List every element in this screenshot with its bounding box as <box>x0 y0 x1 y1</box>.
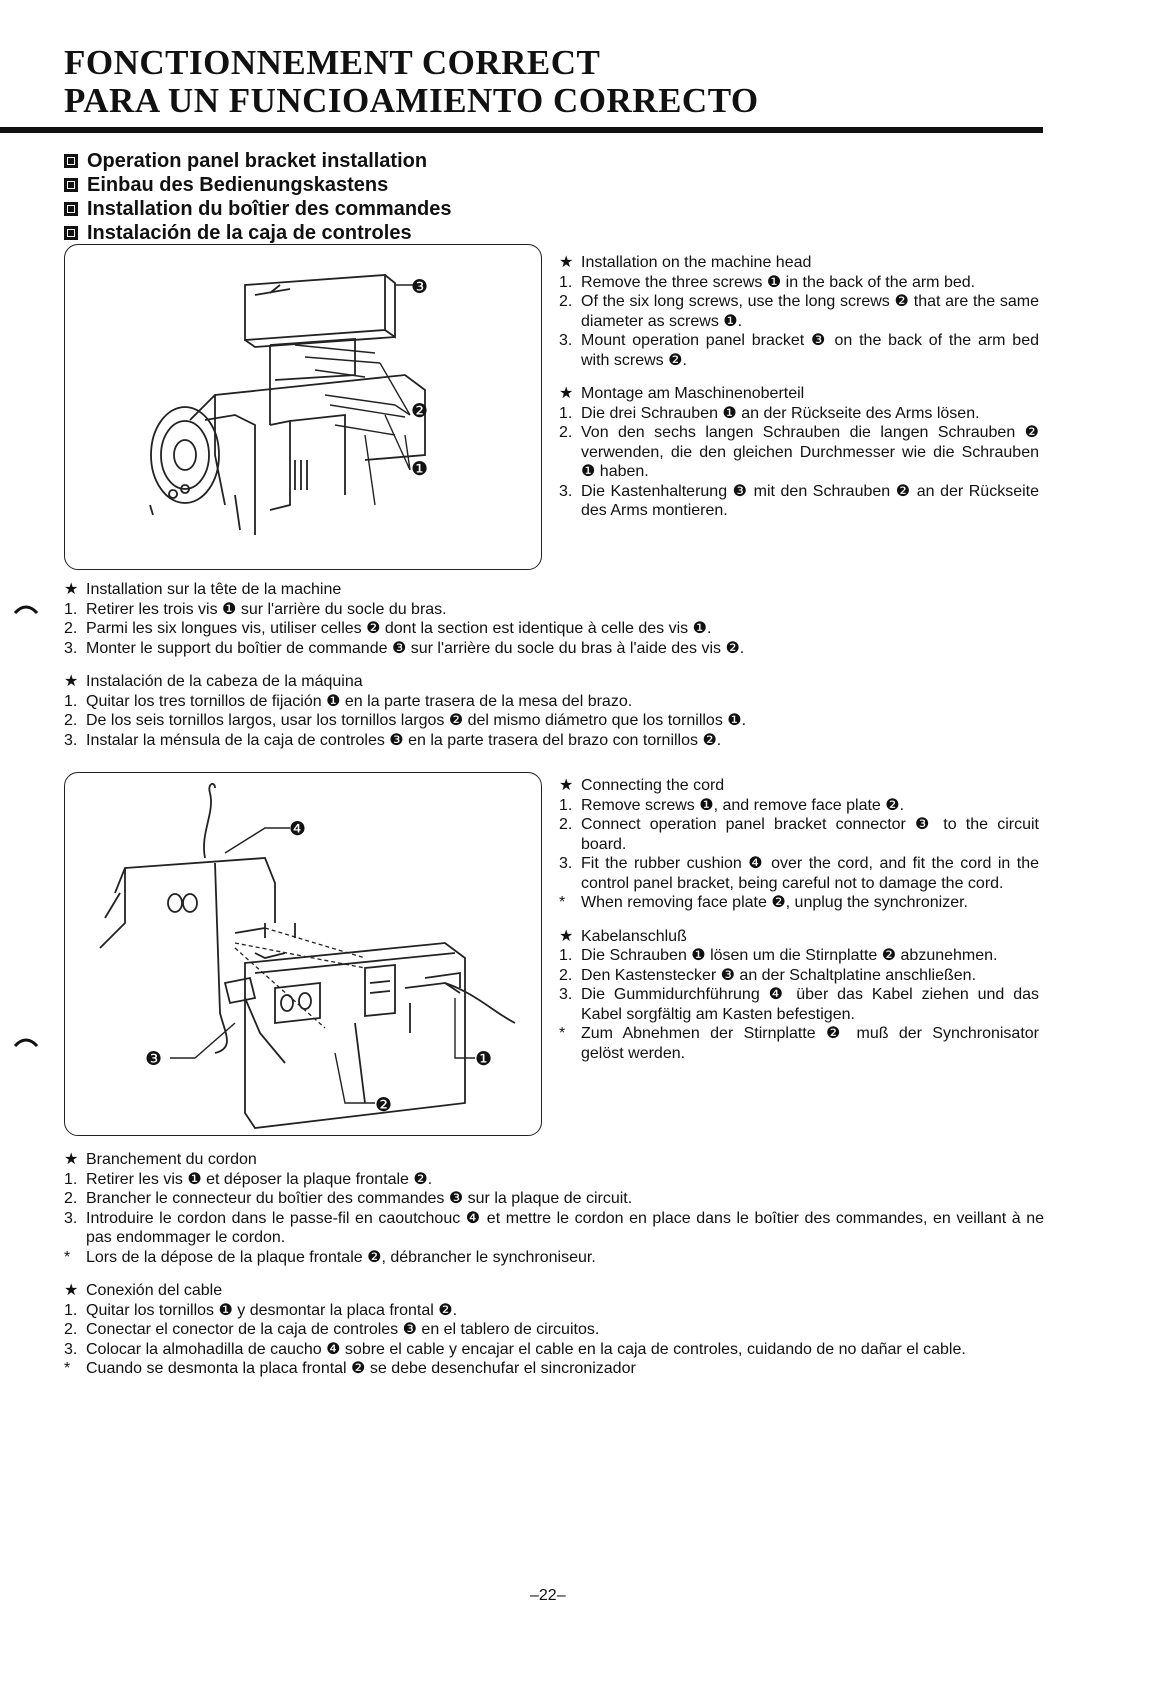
figure-machine-head <box>64 244 542 570</box>
sec1-fr-item-3: Monter le support du boîtier de commande ❸ sur l'arrière du socle du bras à l'aide des vis ❷. <box>86 639 745 657</box>
sec2-en-item-2: Connect operation panel bracket connector ❸ to the circuit board. <box>581 816 1040 853</box>
title-line-2: PARA UN FUNCIOAMIENTO CORRECTO <box>64 81 759 120</box>
sec1-fr-title: Installation sur la tête de la machine <box>86 581 342 598</box>
sec1-de-item-2: Von den sechs langen Schrauben die langen Schrauben ❷ verwenden, die den gleichen Durchmesser wie die Schrauben ❶ haben. <box>581 424 1039 480</box>
callout-4: ❹ <box>289 818 307 840</box>
sec2-fr-item-2: Brancher le connecteur du boîtier des commandes ❸ sur la plaque de circuit. <box>86 1190 633 1207</box>
sec1-en: ★ Installation on the machine head 1. Remove the three screws ❶ in the back of the arm bed. 2. Of the six long screws, use the long screws ❷ that are the same diameter as screws ❶. 3. Mount operation panel bracket ❸ on the back of the arm bed with screws ❷. ★ Montage am Maschinenoberteil 1. Die drei Schrauben ❶ an der Rückseite des Arms lösen. 2. Von den sechs langen Schrauben die langen Schrauben ❷ verwenden, die den gleichen Durchmesser wie die Schrauben ❶ haben. 3. Die Kastenhalterung ❸ mit den Schrauben ❷ an der Rückseite des Arms montieren. <box>559 254 1039 519</box>
title-rule <box>0 127 1043 133</box>
sec1-en-title: Installation on the machine head <box>581 254 812 271</box>
square-bullet-icon <box>64 178 78 192</box>
sec1-fr-item-1: Retirer les trois vis ❶ sur l'arrière du socle du bras. <box>86 600 447 618</box>
callout-3: ❸ <box>145 1048 163 1070</box>
sec1-de-item-3: Die Kastenhalterung ❸ mit den Schrauben ❷ an der Rückseite des Arms montieren. <box>581 482 1039 519</box>
callout-1: ❶ <box>411 458 429 480</box>
sec2-de-item-2: Den Kastenstecker ❸ an der Schaltplatine anschließen. <box>581 966 977 984</box>
margin-mark-icon <box>14 604 38 614</box>
callout-1: ❶ <box>475 1048 493 1070</box>
sec2-en-item-3: Fit the rubber cushion ❹ over the cord, and fit the cord in the control panel bracket, being careful not to damage the cord. <box>581 855 1039 892</box>
sec1-de-title: Montage am Maschinenoberteil <box>581 385 805 402</box>
section-headings <box>64 149 452 245</box>
sec1-fr: ★ Installation sur la tête de la machine 1. Retirer les trois vis ❶ sur l'arrière du socle du bras. 2. Parmi les six longues vis, utiliser celles ❷ dont la section est identique à celle des vis ❶. 3. Monter le support du boîtier de commande ❸ sur l'arrière du socle du bras à l'aide des vis ❷. ★ Instalación de la cabeza de la máquina 1. Quitar los tres tornillos de fijación ❶ en la parte trasera de la mesa del brazo. 2. De los seis tornillos largos, usar los tornillos largos ❷ del mismo diámetro que los tornillos ❶. 3. Instalar la ménsula de la caja de controles ❸ en la parte trasera del brazo con tornillos ❷. <box>64 580 1044 750</box>
square-bullet-icon <box>64 202 78 216</box>
sec2-en-title: Connecting the cord <box>581 777 725 794</box>
sec2-fr-item-1: Retirer les vis ❶ et déposer la plaque frontale ❷. <box>86 1170 433 1188</box>
margin-mark-icon <box>14 1037 38 1047</box>
sec2-de-item-3: Die Gummidurchführung ❹ über das Kabel ziehen und das Kabel sorgfältig am Kasten befestigen. <box>581 986 1039 1023</box>
sec2-en: ★ Connecting the cord 1. Remove screws ❶, and remove face plate ❷. 2. Connect operation panel bracket connector ❸ to the circuit board. 3. Fit the rubber cushion ❹ over the cord, and fit the cord in the control panel bracket, being careful not to damage the cord. * When removing face plate ❷, unplug the synchronizer. ★ Kabelanschluß 1. Die Schrauben ❶ lösen um die Stirnplatte ❷ abzunehmen. 2. Den Kastenstecker ❸ an der Schaltplatine anschließen. 3. Die Gummidurchführung ❹ über das Kabel ziehen und das Kabel sorgfältig am Kasten befestigen. * Zum Abnehmen der Stirnplatte ❷ muß der Synchronisator gelöst werden. <box>559 777 1040 1062</box>
sec2-fr: ★ Branchement du cordon 1. Retirer les vis ❶ et déposer la plaque frontale ❷. 2. Brancher le connecteur du boîtier des commandes ❸ sur la plaque de circuit. 3. Introduire le cordon dans le passe-fil en caoutchouc ❹ et mettre le cordon en place dans le boîtier des commandes, en veillant à ne pas endommager le cordon. * Lors de la dépose de la plaque frontale ❷, débrancher le synchroniseur. ★ Conexión del cable 1. Quitar los tornillos ❶ y desmontar la placa frontal ❷. 2. Conectar el conector de la caja de controles ❸ en el tablero de circuitos. 3. Colocar la almohadilla de caucho ❹ sobre el cable y encajar el cable en la caja de controles, cuidando de no dañar el cable. * Cuando se desmonta la placa frontal ❷ se debe desenchufar el sincronizador <box>64 1151 1044 1377</box>
sec2-fr-item-3: Introduire le cordon dans le passe-fil en caoutchouc ❹ et mettre le cordon en place dans le boîtier des commandes, en veillant à ne pas endommager le cordon. <box>86 1209 1044 1246</box>
sec1-fr-item-2: Parmi les six longues vis, utiliser celles ❷ dont la section est identique à celle des vis ❶. <box>86 620 712 637</box>
sec1-en-item-2: Of the six long screws, use the long screws ❷ that are the same diameter as screws ❶. <box>581 293 1039 330</box>
page-title <box>64 44 759 120</box>
title-line-1: FONCTIONNEMENT CORRECT <box>64 43 601 82</box>
sec2-en-item-1: Remove screws ❶, and remove face plate ❷. <box>581 796 905 814</box>
sec1-en-item-3: Mount operation panel bracket ❸ on the back of the arm bed with screws ❷. <box>581 332 1039 369</box>
heading-de: Einbau des Bedienungskastens <box>64 173 452 197</box>
sec2-es-item-2: Conectar el conector de la caja de controles ❸ en el tablero de circuitos. <box>86 1321 600 1338</box>
heading-fr: Installation du boîtier des commandes <box>64 197 452 221</box>
callout-2: ❷ <box>411 400 429 422</box>
callout-3: ❸ <box>411 276 429 298</box>
sec2-de-title: Kabelanschluß <box>581 927 687 945</box>
square-bullet-icon <box>64 226 78 240</box>
page-number: –22– <box>530 1587 566 1604</box>
sec2-es-title: Conexión del cable <box>86 1282 223 1299</box>
sec2-es-item-1: Quitar los tornillos ❶ y desmontar la placa frontal ❷. <box>86 1301 458 1319</box>
heading-es: Instalación de la caja de controles <box>64 221 452 245</box>
square-bullet-icon <box>64 154 78 168</box>
heading-en: Operation panel bracket installation <box>64 149 452 173</box>
sec1-es-title: Instalación de la cabeza de la máquina <box>86 673 363 690</box>
sec1-de-item-1: Die drei Schrauben ❶ an der Rückseite des Arms lösen. <box>581 404 980 422</box>
sec2-fr-title: Branchement du cordon <box>86 1151 257 1168</box>
sec2-fr-note: Lors de la dépose de la plaque frontale ❷, débrancher le synchroniseur. <box>86 1248 596 1266</box>
sec1-es-item-3: Instalar la ménsula de la caja de controles ❸ en la parte trasera del brazo con tornillos ❷. <box>86 731 722 749</box>
sec1-es-item-1: Quitar los tres tornillos de fijación ❶ en la parte trasera de la mesa del brazo. <box>86 692 633 710</box>
sec2-es-note: Cuando se desmonta la placa frontal ❷ se debe desenchufar el sincronizador <box>86 1360 636 1377</box>
sec2-de-item-1: Die Schrauben ❶ lösen um die Stirnplatte ❷ abzunehmen. <box>581 947 998 964</box>
figure-connecting-cord <box>64 772 542 1136</box>
sec2-de-note: Zum Abnehmen der Stirnplatte ❷ muß der Synchronisator gelöst werden. <box>581 1025 1039 1062</box>
sec1-es-item-2: De los seis tornillos largos, usar los tornillos largos ❷ del mismo diámetro que los tornillos ❶. <box>86 712 747 729</box>
machine-head-illustration <box>65 245 543 571</box>
sec1-en-item-1: Remove the three screws ❶ in the back of the arm bed. <box>581 273 976 291</box>
callout-2: ❷ <box>375 1094 393 1116</box>
sec2-es-item-3: Colocar la almohadilla de caucho ❹ sobre el cable y encajar el cable en la caja de controles, cuidando de no dañar el cable. <box>86 1340 966 1358</box>
sec2-en-note: When removing face plate ❷, unplug the synchronizer. <box>581 894 968 911</box>
cord-connection-illustration <box>65 773 543 1137</box>
